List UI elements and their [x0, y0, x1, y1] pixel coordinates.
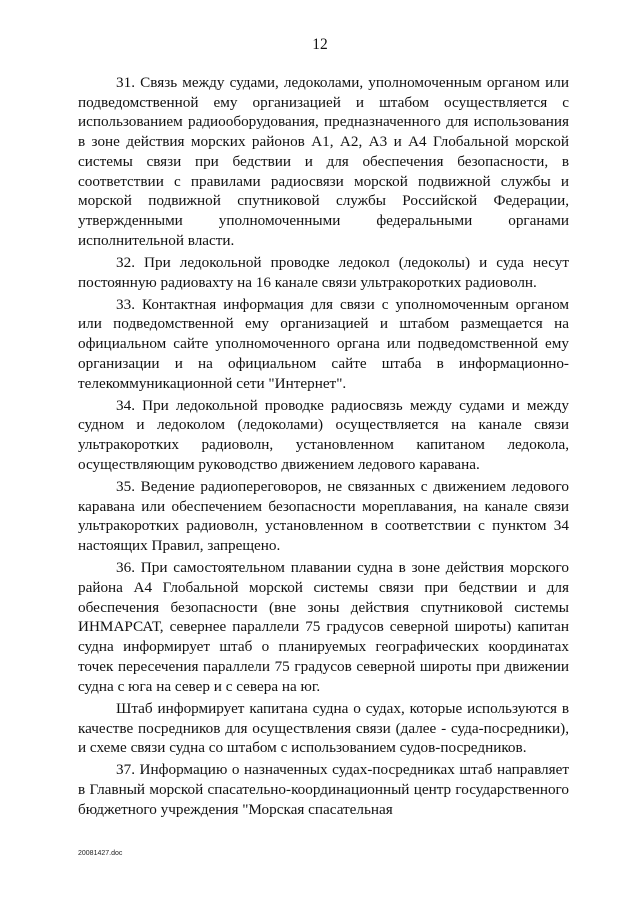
paragraph-35: 35. Ведение радиопереговоров, не связанных с движением ледового каравана или обеспечением безопасности мореплавания, на канале связи ультракоротких радиоволн, установленном в соответствии с пунктом 34 настоящих Правил, запрещено.	[78, 478, 569, 555]
document-body	[78, 73, 569, 822]
paragraph-37: 37. Информацию о назначенных судах-посредниках штаб направляет в Главный морской спасательно-координационный центр государственного бюджетного учреждения "Морская спасательная	[78, 761, 569, 818]
footer-filename: 20081427.doc	[78, 850, 123, 857]
paragraph-33: 33. Контактная информация для связи с уполномоченным органом или подведомственной ему организацией и штабом размещается на официальном сайте уполномоченного органа или подведомственной ему организации и на официальном сайте штаба в информационно-телекоммуникационной сети "Интернет".	[78, 295, 569, 392]
paragraph-32: 32. При ледокольной проводке ледокол (ледоколы) и суда несут постоянную радиовахту на 16 канале связи ультракоротких радиоволн.	[78, 253, 569, 291]
paragraph-36-continued: Штаб информирует капитана судна о судах, которые используются в качестве посредников для осуществления связи (далее - суда-посредники), и схеме связи судна со штабом с использованием судов-посредников.	[78, 699, 569, 757]
page-number: 12	[312, 36, 328, 53]
paragraph-36: 36. При самостоятельном плавании судна в зоне действия морского района А4 Глобальной морской системы связи при бедствии и для обеспечения безопасности (вне зоны действия спутниковой системы ИНМАРСАТ, севернее параллели 75 градусов северной широты) капитан судна информирует штаб о планируемых географических координатах точек пересечения параллели 75 градусов северной широты при движении судна с юга на север и с севера на юг.	[78, 559, 569, 695]
paragraph-34: 34. При ледокольной проводке радиосвязь между судами и между судном и ледоколом (ледоколами) осуществляется на канале связи ультракоротких радиоволн, установленном капитаном ледокола, осуществляющим руководство движением ледового каравана.	[78, 396, 569, 473]
paragraph-31: 31. Связь между судами, ледоколами, уполномоченным органом или подведомственной ему организацией и штабом осуществляется с использованием радиооборудования, предназначенного для использования в зоне действия морских районов А1, А2, А3 и А4 Глобальной морской системы связи при бедствии и для обеспечения безопасности, в соответствии с правилами радиосвязи морской подвижной службы и морской подвижной спутниковой службы Российской Федерации, утвержденными уполномоченными федеральными органами исполнительной власти.	[78, 74, 569, 249]
